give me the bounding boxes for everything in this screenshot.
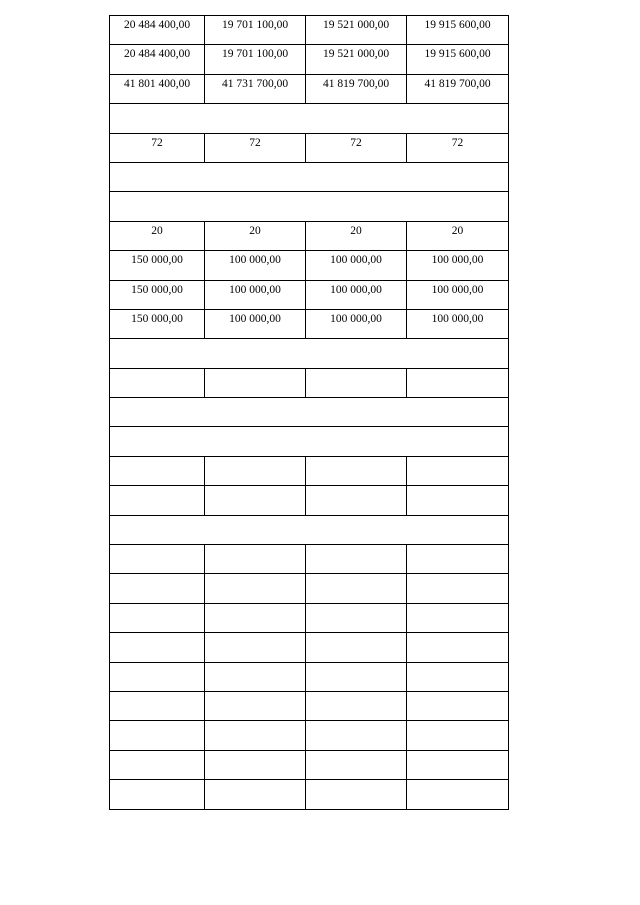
table-row	[110, 456, 509, 485]
table-row	[110, 633, 509, 662]
table-cell: 150 000,00	[110, 309, 205, 338]
table-body	[110, 16, 509, 810]
table-row	[110, 750, 509, 779]
table-cell: 20	[205, 221, 306, 250]
table-cell: 41 819 700,00	[407, 74, 509, 103]
table-section-cell	[110, 427, 509, 456]
table-cell	[407, 574, 509, 603]
table-section-cell	[110, 192, 509, 221]
table-cell: 100 000,00	[205, 280, 306, 309]
table-cell	[306, 721, 407, 750]
table-cell	[110, 456, 205, 485]
table-row	[110, 192, 509, 221]
table-row	[110, 16, 509, 45]
table-cell: 19 521 000,00	[306, 16, 407, 45]
table-row	[110, 368, 509, 397]
table-cell: 20 484 400,00	[110, 16, 205, 45]
table-cell	[407, 691, 509, 720]
table-cell	[407, 750, 509, 779]
table-row	[110, 486, 509, 515]
table-cell	[205, 368, 306, 397]
table-cell: 20	[110, 221, 205, 250]
table-cell	[306, 368, 407, 397]
table-cell	[110, 780, 205, 809]
table-cell: 150 000,00	[110, 280, 205, 309]
table-cell	[205, 603, 306, 632]
table-cell	[407, 456, 509, 485]
table-cell	[407, 780, 509, 809]
table-cell	[407, 662, 509, 691]
table-cell	[306, 545, 407, 574]
table-cell	[205, 662, 306, 691]
table-row	[110, 339, 509, 368]
table-cell	[306, 486, 407, 515]
table-cell: 41 731 700,00	[205, 74, 306, 103]
table-row	[110, 74, 509, 103]
table-cell: 72	[407, 133, 509, 162]
table-cell	[205, 691, 306, 720]
table-cell: 150 000,00	[110, 251, 205, 280]
table-cell	[306, 456, 407, 485]
table-row	[110, 574, 509, 603]
table-section-cell	[110, 339, 509, 368]
table-cell	[110, 574, 205, 603]
table-cell	[110, 603, 205, 632]
table-cell	[205, 633, 306, 662]
table-cell	[110, 368, 205, 397]
table-cell: 100 000,00	[205, 309, 306, 338]
table-cell: 100 000,00	[407, 251, 509, 280]
table-cell	[205, 721, 306, 750]
table-cell	[407, 633, 509, 662]
table-cell	[205, 780, 306, 809]
table-section-cell	[110, 398, 509, 427]
table-cell	[306, 603, 407, 632]
table-row	[110, 221, 509, 250]
table-cell	[306, 574, 407, 603]
table-cell	[205, 750, 306, 779]
table-cell	[306, 633, 407, 662]
table-cell: 41 801 400,00	[110, 74, 205, 103]
table-cell	[407, 545, 509, 574]
table-cell	[205, 574, 306, 603]
table-cell	[407, 368, 509, 397]
table-cell	[110, 721, 205, 750]
table-cell	[306, 662, 407, 691]
table-row	[110, 427, 509, 456]
table-row	[110, 133, 509, 162]
table-row	[110, 662, 509, 691]
table-cell	[407, 486, 509, 515]
table-cell	[306, 691, 407, 720]
table-cell	[110, 486, 205, 515]
table-cell: 72	[306, 133, 407, 162]
table-row	[110, 162, 509, 191]
table-cell: 19 521 000,00	[306, 45, 407, 74]
table-cell	[110, 750, 205, 779]
table-cell: 19 701 100,00	[205, 45, 306, 74]
table-row	[110, 398, 509, 427]
table-cell: 41 819 700,00	[306, 74, 407, 103]
table-cell	[407, 721, 509, 750]
table-cell	[205, 456, 306, 485]
table-cell	[110, 662, 205, 691]
table-cell	[306, 780, 407, 809]
table-row	[110, 780, 509, 809]
table-row	[110, 721, 509, 750]
table-cell: 19 701 100,00	[205, 16, 306, 45]
table-cell	[110, 633, 205, 662]
table-cell	[110, 691, 205, 720]
table-row	[110, 280, 509, 309]
table-cell: 100 000,00	[306, 309, 407, 338]
table-section-cell	[110, 162, 509, 191]
table-section-cell	[110, 515, 509, 544]
table-row	[110, 545, 509, 574]
table-cell	[110, 545, 205, 574]
table-row	[110, 603, 509, 632]
table-cell: 72	[110, 133, 205, 162]
table-row	[110, 691, 509, 720]
table-cell: 72	[205, 133, 306, 162]
table-cell: 20 484 400,00	[110, 45, 205, 74]
table-row	[110, 45, 509, 74]
table-row	[110, 309, 509, 338]
table-row	[110, 515, 509, 544]
table-cell: 20	[407, 221, 509, 250]
table-row	[110, 104, 509, 133]
table-cell	[205, 545, 306, 574]
table-cell	[205, 486, 306, 515]
table-row	[110, 251, 509, 280]
table-cell	[407, 603, 509, 632]
table-cell: 100 000,00	[407, 309, 509, 338]
table-cell: 19 915 600,00	[407, 16, 509, 45]
table-cell: 20	[306, 221, 407, 250]
table-cell: 19 915 600,00	[407, 45, 509, 74]
table-section-cell	[110, 104, 509, 133]
table-cell: 100 000,00	[205, 251, 306, 280]
table-cell: 100 000,00	[407, 280, 509, 309]
table-cell	[306, 750, 407, 779]
table-cell: 100 000,00	[306, 280, 407, 309]
table-cell: 100 000,00	[306, 251, 407, 280]
data-table	[109, 15, 509, 810]
